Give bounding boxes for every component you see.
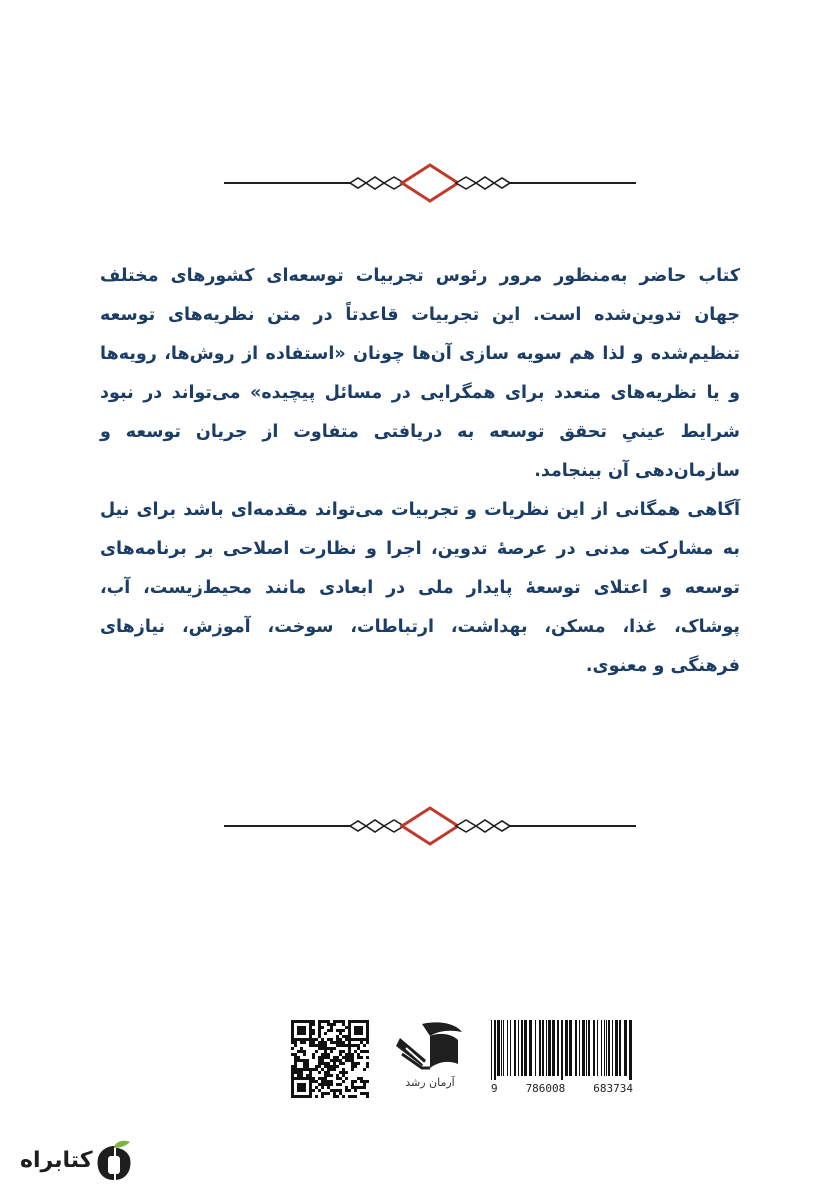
watermark-text: کتابراه <box>20 1148 93 1173</box>
ketabrah-watermark <box>12 1138 132 1188</box>
description-paragraph-2: آگاهی همگانی از این نظریات و تجربیات می‌تواند مقدمه‌ای باشد برای نیل به مشارکت مدنی در عرصهٔ تدوین، اجرا و نظارت اصلاحی بر برنامه‌های توسعه و اعتلای توسعهٔ پایدار ملی در ابعادی مانند محیط‌زیست، آب، پوشاک، غذا، مسکن، بهداشت، ارتباطات، سوخت، آموزش، نیازهای فرهنگی و معنوی. <box>100 500 740 676</box>
qr-code <box>291 1020 369 1098</box>
isbn-barcode <box>487 1020 637 1100</box>
qr-code-icon <box>291 1020 369 1098</box>
top-divider-ornament <box>224 163 636 203</box>
diamond-divider-icon <box>224 806 636 846</box>
publisher-logo <box>382 1018 478 1098</box>
isbn-group: 9 <box>491 1082 498 1095</box>
isbn-group: 683734 <box>593 1082 633 1095</box>
publisher-name: آرمان رشد <box>405 1076 455 1089</box>
diamond-divider-icon <box>224 163 636 203</box>
bottom-divider-ornament <box>224 806 636 846</box>
book-description <box>100 257 740 686</box>
description-paragraph-1: کتاب حاضر به‌منظور مرور رئوس تجربیات توسعه‌ای کشورهای مختلف جهان تدوین‌شده است. این تجربیات قاعدتاً در متن نظریه‌های توسعه تنظیم‌شده و لذا هم سویه سازی آن‌ها چونان «استفاده از روش‌ها، رویه‌ها و یا نظریه‌های متعدد برای همگرایی در مسائل پیچیده» می‌تواند در نبود شرایط عینیِ تحقق توسعه به دریافتی متفاوت از جریان توسعه و سازمان‌دهی آن بینجامد. <box>100 266 740 481</box>
leaf-logo-icon <box>94 1140 134 1184</box>
isbn-number <box>487 1082 637 1095</box>
isbn-group: 786008 <box>525 1082 566 1095</box>
barcode-icon <box>487 1020 637 1080</box>
book-leaf-logo-icon <box>382 1018 478 1076</box>
